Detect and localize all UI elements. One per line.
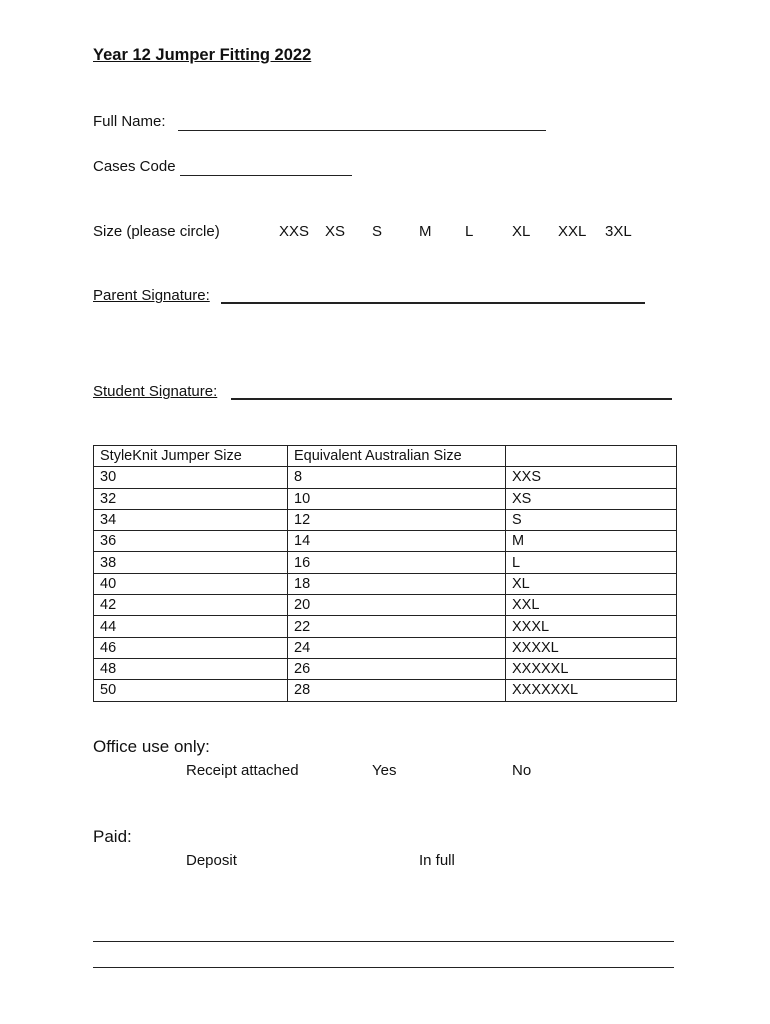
table-cell: 8 xyxy=(288,467,506,488)
table-row xyxy=(94,488,677,509)
table-cell: 32 xyxy=(94,488,288,509)
form-title: Year 12 Jumper Fitting 2022 xyxy=(93,46,312,64)
table-row xyxy=(94,680,677,701)
table-cell: 50 xyxy=(94,680,288,701)
table-cell: S xyxy=(506,509,677,530)
table-header-cell: Equivalent Australian Size xyxy=(288,446,506,467)
table-cell: XS xyxy=(506,488,677,509)
table-cell: 36 xyxy=(94,531,288,552)
size-label: Size (please circle) xyxy=(93,223,220,240)
table-cell: 48 xyxy=(94,658,288,679)
size-option-s[interactable]: S xyxy=(372,223,383,240)
size-option-3xl[interactable]: 3XL xyxy=(605,223,632,240)
table-cell: 10 xyxy=(288,488,506,509)
parent-signature-line[interactable] xyxy=(221,302,645,304)
size-conversion-table xyxy=(93,445,677,702)
receipt-yes-option[interactable]: Yes xyxy=(372,762,397,779)
table-cell: L xyxy=(506,552,677,573)
size-option-l[interactable]: L xyxy=(465,223,474,240)
table-cell: 30 xyxy=(94,467,288,488)
table-cell: 34 xyxy=(94,509,288,530)
table-row xyxy=(94,658,677,679)
size-option-xs[interactable]: XS xyxy=(325,223,346,240)
table-cell: XXXXXL xyxy=(506,658,677,679)
deposit-option[interactable]: Deposit xyxy=(186,852,237,869)
table-cell: 40 xyxy=(94,573,288,594)
size-option-xl[interactable]: XL xyxy=(512,223,531,240)
table-cell: 12 xyxy=(288,509,506,530)
table-row xyxy=(94,637,677,658)
table-cell: 24 xyxy=(288,637,506,658)
table-cell: 44 xyxy=(94,616,288,637)
table-row xyxy=(94,595,677,616)
table-cell: 28 xyxy=(288,680,506,701)
receipt-no-option[interactable]: No xyxy=(512,762,532,779)
table-row xyxy=(94,467,677,488)
student-signature-label: Student Signature: xyxy=(93,383,218,400)
table-cell: 20 xyxy=(288,595,506,616)
table-header-row xyxy=(94,446,677,467)
table-cell: 22 xyxy=(288,616,506,637)
notes-line[interactable] xyxy=(93,941,674,942)
full-name-label: Full Name: xyxy=(93,113,166,130)
table-cell: 14 xyxy=(288,531,506,552)
full-name-line[interactable] xyxy=(178,130,546,131)
office-use-heading: Office use only: xyxy=(93,737,210,756)
table-cell: 38 xyxy=(94,552,288,573)
table-cell: 42 xyxy=(94,595,288,616)
cases-code-label: Cases Code xyxy=(93,158,176,175)
table-header-cell: StyleKnit Jumper Size xyxy=(94,446,288,467)
size-option-xxl[interactable]: XXL xyxy=(558,223,587,240)
notes-line[interactable] xyxy=(93,967,674,968)
table-row xyxy=(94,552,677,573)
in-full-option[interactable]: In full xyxy=(419,852,455,869)
paid-heading: Paid: xyxy=(93,827,132,846)
table-cell: 26 xyxy=(288,658,506,679)
table-cell: XXXXL xyxy=(506,637,677,658)
table-header-cell xyxy=(506,446,677,467)
table-cell: 18 xyxy=(288,573,506,594)
table-cell: M xyxy=(506,531,677,552)
table-row xyxy=(94,573,677,594)
table-cell: XXXL xyxy=(506,616,677,637)
table-row xyxy=(94,509,677,530)
size-option-m[interactable]: M xyxy=(419,223,432,240)
table-cell: 16 xyxy=(288,552,506,573)
table-cell: XL xyxy=(506,573,677,594)
table-row xyxy=(94,531,677,552)
receipt-attached-label: Receipt attached xyxy=(186,762,299,779)
table-cell: XXXXXXL xyxy=(506,680,677,701)
table-cell: XXL xyxy=(506,595,677,616)
size-option-xxs[interactable]: XXS xyxy=(279,223,310,240)
cases-code-line[interactable] xyxy=(180,175,352,176)
student-signature-line[interactable] xyxy=(231,398,672,400)
table-cell: 46 xyxy=(94,637,288,658)
parent-signature-label: Parent Signature: xyxy=(93,287,210,304)
table-cell: XXS xyxy=(506,467,677,488)
table-row xyxy=(94,616,677,637)
